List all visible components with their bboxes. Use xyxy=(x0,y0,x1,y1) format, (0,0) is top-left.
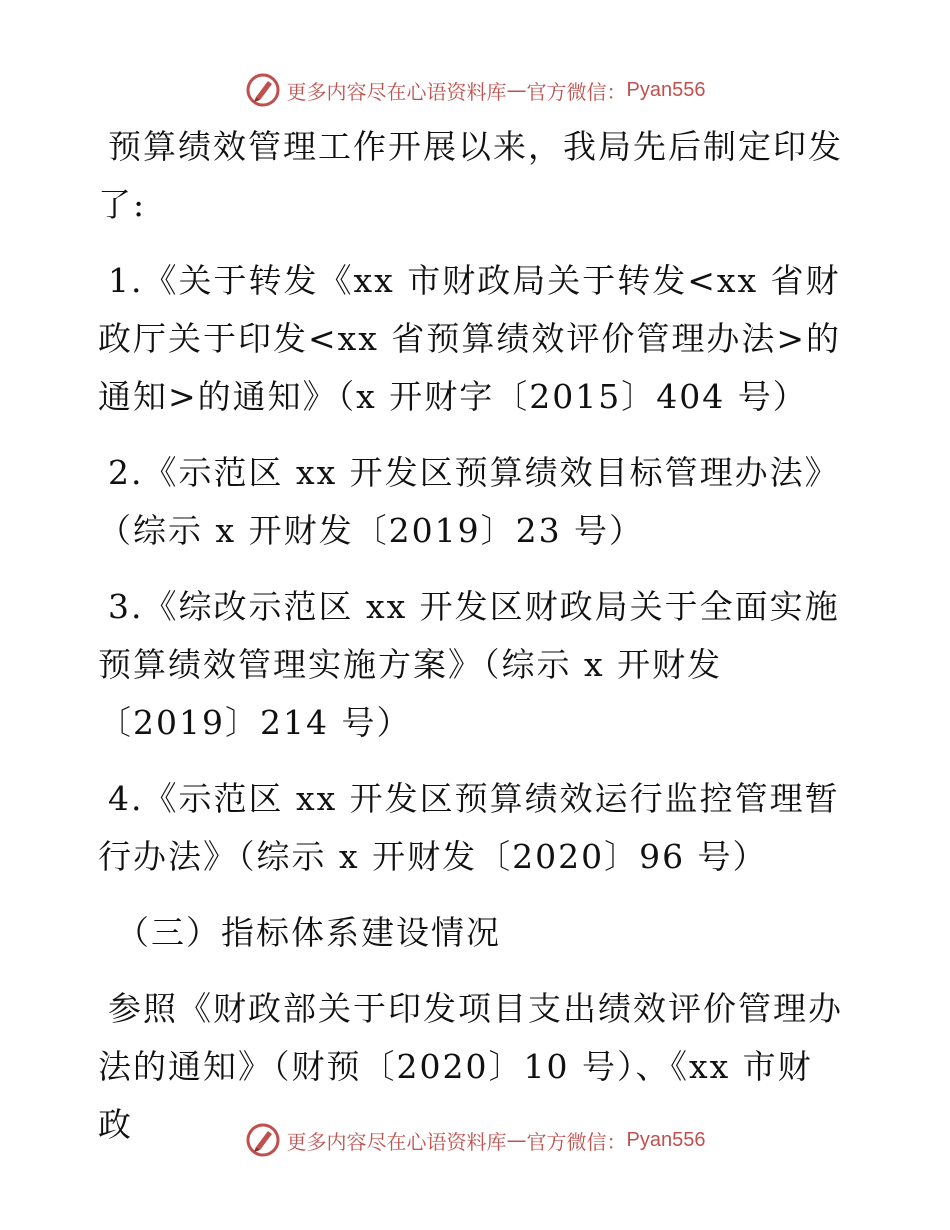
paragraph-intro: 预算绩效管理工作开展以来，我局先后制定印发了: xyxy=(98,127,843,224)
watermark-separator: — xyxy=(506,1128,527,1152)
watermark-main-text: 更多内容尽在心语资料库 xyxy=(286,79,507,104)
watermark-wechat-id: Pyan556 xyxy=(626,78,706,101)
pen-logo-icon xyxy=(245,72,281,108)
watermark-main-text: 更多内容尽在心语资料库 xyxy=(286,1129,507,1154)
pen-logo-icon xyxy=(245,1122,281,1158)
section-heading: （三）指标体系建设情况 xyxy=(116,913,501,952)
list-item-4: 4.《示范区 xx 开发区预算绩效运行监控管理暂行办法》（综示 x 开财发〔2020〕96 号） xyxy=(98,779,840,876)
watermark-separator: — xyxy=(506,78,527,102)
watermark-official-label: 官方微信： xyxy=(526,1129,627,1154)
watermark-footer xyxy=(0,1118,950,1162)
list-item-1: 1.《关于转发《xx 市财政局关于转发<xx 省财政厅关于印发<xx 省预算绩效评价管理办法>的通知>的通知》（x 开财字〔2015〕404 号） xyxy=(98,261,842,416)
watermark-header xyxy=(0,68,950,112)
document-body xyxy=(98,118,843,1172)
list-item-2: 2.《示范区 xx 开发区预算绩效目标管理办法》（综示 x 开财发〔2019〕23 号） xyxy=(98,453,840,550)
watermark-wechat-id: Pyan556 xyxy=(626,1128,706,1151)
watermark-official-label: 官方微信： xyxy=(526,79,627,104)
list-item-3: 3.《综改示范区 xx 开发区财政局关于全面实施预算绩效管理实施方案》（综示 x 开财发〔2019〕214 号） xyxy=(98,587,840,742)
paragraph-reference: 参照《财政部关于印发项目支出绩效评价管理办法的通知》（财预〔2020〕10 号）、《xx 市财政 xyxy=(98,989,843,1144)
